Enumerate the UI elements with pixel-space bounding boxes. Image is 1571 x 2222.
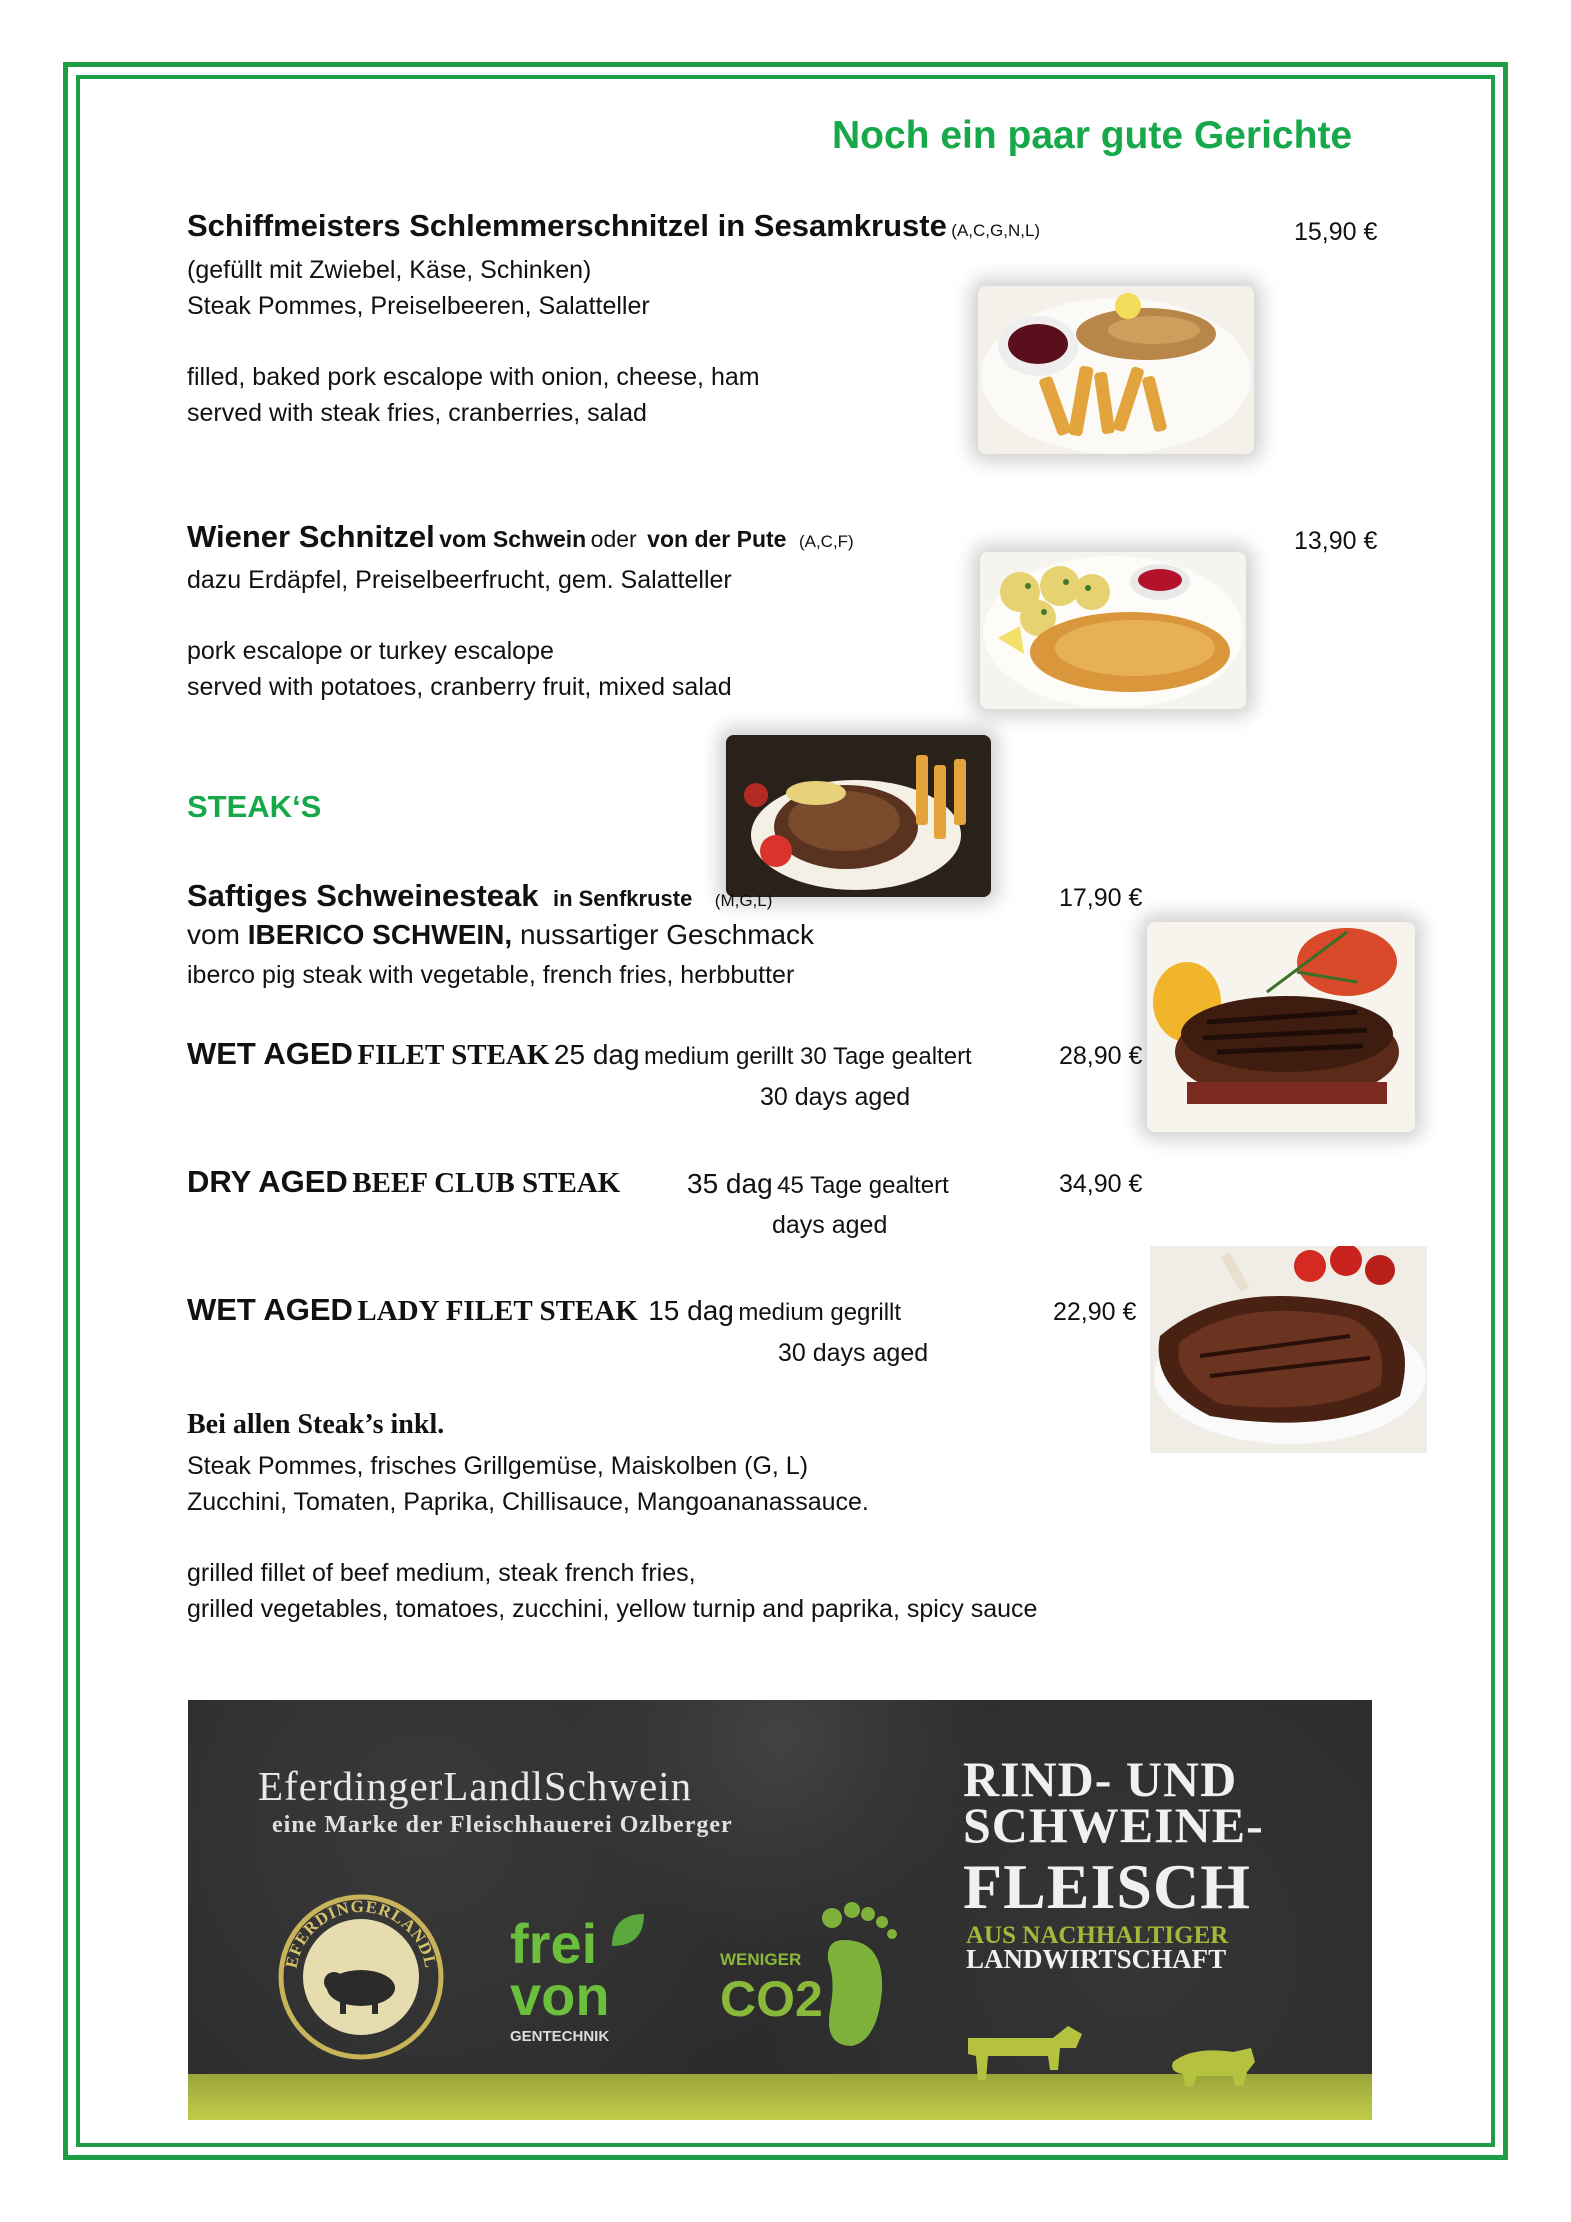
frei-label: frei (510, 1912, 598, 1975)
banner-line-rind: RIND- UND (963, 1751, 1238, 1807)
steak1-name: Saftiges Schweinesteak (187, 878, 539, 913)
steak2-a: WET AGED (187, 1036, 353, 1071)
page-title: Noch ein paar gute Gerichte (832, 114, 1353, 157)
seal-text: EFERDINGERLANDL (281, 1896, 441, 1971)
steak2-title-row (187, 1036, 972, 1072)
incl-title: Bei allen Steak’s inkl. (187, 1409, 445, 1440)
dish2-en1: pork escalope or turkey escalope (187, 637, 554, 665)
incl-line1: Steak Pommes, frisches Grillgemüse, Maiskolben (G, L) (187, 1452, 809, 1480)
steak3-a: DRY AGED (187, 1164, 348, 1199)
dish1-en1: filled, baked pork escalope with onion, cheese, ham (187, 363, 760, 391)
steak4-d: medium gegrillt (738, 1299, 902, 1326)
brand-banner (188, 1700, 1372, 2120)
von-label: von (510, 1964, 610, 2027)
dish2-name: Wiener Schnitzel (187, 519, 435, 554)
steak1-title-row (187, 878, 772, 914)
leaf-icon (608, 1910, 648, 1950)
steak4-c: 15 dag (648, 1295, 734, 1326)
steak4-b: LADY FILET STEAK (357, 1295, 638, 1327)
steak1-line1c: nussartiger Geschmack (519, 919, 815, 950)
dish1-allergens: (A,C,G,N,L) (951, 221, 1041, 240)
steak1-allergens: (M,G,L) (714, 891, 773, 910)
banner-subtitle: eine Marke der Fleischhauerei Ozlberger (272, 1812, 733, 1838)
dish2-title-row (187, 519, 854, 555)
steak1-line1 (187, 919, 814, 951)
dish2-en2: served with potatoes, cranberry fruit, mixed salad (187, 673, 732, 701)
banner-line-schweine: SCHWEINE- (963, 1797, 1264, 1853)
steak1-line1b: IBERICO SCHWEIN, (247, 919, 513, 950)
steak4-title-row (187, 1292, 901, 1328)
dish2-price: 13,90 € (1294, 527, 1378, 555)
steak2-price: 28,90 € (1059, 1042, 1143, 1070)
dish1-line1: (gefüllt mit Zwiebel, Käse, Schinken) (187, 256, 592, 284)
incl-en2: grilled vegetables, tomatoes, zucchini, yellow turnip and paprika, spicy sauce (187, 1595, 1038, 1623)
dish2-part3: von der Pute (647, 526, 787, 552)
filet-steak-photo (1147, 922, 1415, 1132)
dish1-title-row (187, 208, 1040, 244)
steak3-c: 35 dag (687, 1168, 773, 1199)
dish1-price: 15,90 € (1294, 218, 1378, 246)
lady-filet-photo (1150, 1246, 1427, 1453)
pig-icon (1163, 2042, 1263, 2092)
steak4-price: 22,90 € (1053, 1298, 1137, 1326)
steak3-b: BEEF CLUB STEAK (352, 1167, 621, 1199)
banner-line-fleisch: FLEISCH (963, 1851, 1251, 1922)
pork-steak-photo (726, 735, 991, 897)
steak2-b: FILET STEAK (357, 1039, 550, 1071)
dish1-line2: Steak Pommes, Preiselbeeren, Salatteller (187, 292, 650, 320)
dish2-allergens: (A,C,F) (798, 532, 854, 551)
banner-line-landwirtschaft: LANDWIRTSCHAFT (966, 1944, 1227, 1974)
landl-seal-icon (276, 1892, 446, 2062)
steak3-days: days aged (772, 1211, 888, 1239)
gentechnik-free-badge (498, 1910, 628, 2060)
steak1-line1a: vom (187, 919, 240, 950)
incl-en1: grilled fillet of beef medium, steak french fries, (187, 1559, 696, 1587)
steak3-title-row (187, 1164, 620, 1200)
steak2-days: 30 days aged (760, 1083, 911, 1111)
schnitzel-sesame-photo (978, 286, 1254, 454)
dish2-part1: vom Schwein (439, 526, 587, 552)
steak3-price: 34,90 € (1059, 1170, 1143, 1198)
steaks-heading: STEAK‘S (187, 789, 322, 824)
wiener-schnitzel-photo (980, 552, 1246, 709)
dish1-name: Schiffmeisters Schlemmerschnitzel in Sesamkruste (187, 208, 947, 243)
gentechnik-label: GENTECHNIK (510, 2028, 610, 2045)
weniger-label: WENIGER (720, 1950, 802, 1969)
co2-badge (716, 1900, 916, 2050)
steak2-d: medium gerillt 30 Tage gealtert (643, 1043, 972, 1070)
steak1-price: 17,90 € (1059, 884, 1143, 912)
cow-icon (958, 2018, 1088, 2088)
steak1-en1: iberco pig steak with vegetable, french fries, herbbutter (187, 961, 795, 989)
steak4-a: WET AGED (187, 1292, 353, 1327)
banner-line-nachhaltiger: AUS NACHHALTIGER (966, 1922, 1229, 1949)
co2-label: CO2 (720, 1971, 823, 2027)
steak3-d: 45 Tage gealtert (777, 1172, 949, 1199)
dish2-part2: oder (590, 526, 637, 552)
steak1-extra: in Senfkruste (552, 886, 693, 911)
banner-brand: EferdingerLandlSchwein (258, 1763, 693, 1809)
steak3-detail (687, 1168, 949, 1200)
incl-line2: Zucchini, Tomaten, Paprika, Chillisauce, Mangoananassauce. (187, 1488, 869, 1516)
dish1-en2: served with steak fries, cranberries, salad (187, 399, 647, 427)
dish2-line1: dazu Erdäpfel, Preiselbeerfrucht, gem. Salatteller (187, 566, 732, 594)
steak2-c: 25 dag (553, 1039, 640, 1070)
steak4-days: 30 days aged (778, 1339, 929, 1367)
